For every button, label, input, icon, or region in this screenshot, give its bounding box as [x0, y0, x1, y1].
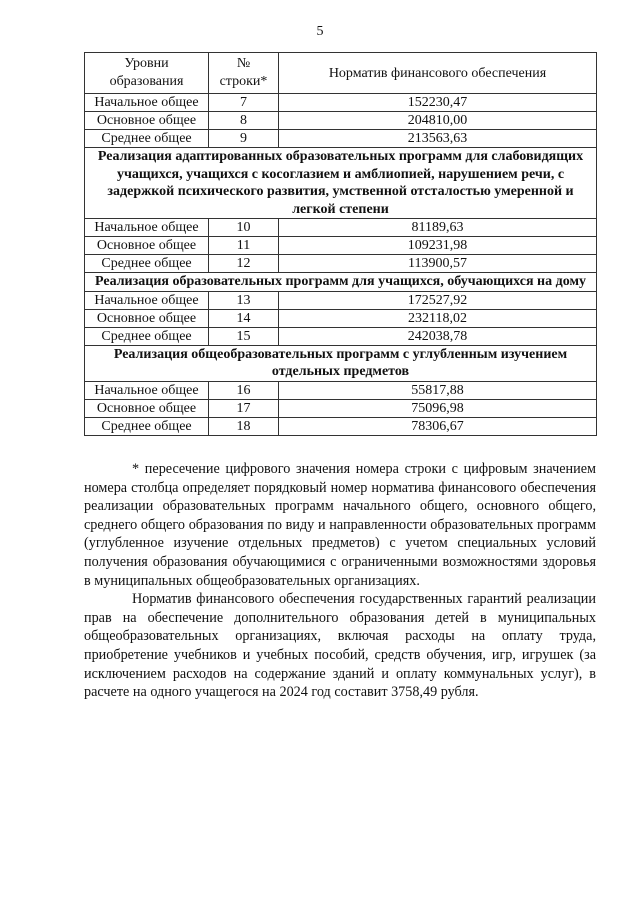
row-number-cell: 8 — [209, 112, 279, 130]
norm-value-cell: 204810,00 — [279, 112, 597, 130]
education-level-cell: Основное общее — [85, 309, 209, 327]
table-row — [85, 291, 597, 309]
education-level-cell: Среднее общее — [85, 255, 209, 273]
section-title-row — [85, 345, 597, 381]
education-level-cell: Начальное общее — [85, 219, 209, 237]
norm-value-cell: 78306,67 — [279, 417, 597, 435]
table-row — [85, 219, 597, 237]
funding-norms-table — [84, 52, 597, 436]
norm-value-cell: 75096,98 — [279, 399, 597, 417]
footnote: * пересечение цифрового значения номера строки с цифровым значением номера столбца определяет порядковый номер норматива финансового обеспечения реализации образовательных программ начального общего, основного общего, среднего общего образования по виду и направленности образовательных программ (углубленное изучение отдельных предметов) с учетом специальных условий получения образования обучающимися с ограниченными возможностями здоровья в муниципальных общеобразовательных организациях. — [84, 461, 596, 589]
header-level: Уровни образования — [85, 53, 209, 94]
row-number-cell: 12 — [209, 255, 279, 273]
education-level-cell: Среднее общее — [85, 417, 209, 435]
table-body — [85, 94, 597, 436]
row-number-cell: 7 — [209, 94, 279, 112]
table-row — [85, 327, 597, 345]
table-row — [85, 255, 597, 273]
row-number-cell: 13 — [209, 291, 279, 309]
section-title-row — [85, 148, 597, 219]
row-number-cell: 17 — [209, 399, 279, 417]
row-number-cell: 15 — [209, 327, 279, 345]
additional-education-paragraph: Норматив финансового обеспечения государственных гарантий реализации прав на обеспечение дополнительного образования детей в муниципальных общеобразовательных организациях, включая расходы на оплату труда, приобретение учебников и учебных пособий, средств обучения, игр, игрушек (за исключением расходов на содержание зданий и оплату коммунальных услуг), в расчете на одного учащегося на 2024 год составит 3758,49 рубля. — [84, 591, 596, 701]
table-row — [85, 130, 597, 148]
table-row — [85, 309, 597, 327]
norm-value-cell: 55817,88 — [279, 381, 597, 399]
norm-value-cell: 232118,02 — [279, 309, 597, 327]
education-level-cell: Начальное общее — [85, 291, 209, 309]
row-number-cell: 10 — [209, 219, 279, 237]
education-level-cell: Начальное общее — [85, 94, 209, 112]
header-norm: Норматив финансового обеспечения — [279, 53, 597, 94]
table-header-row — [85, 53, 597, 94]
table-row — [85, 399, 597, 417]
table-row — [85, 94, 597, 112]
section-title: Реализация образовательных программ для учащихся, обучающихся на дому — [85, 273, 597, 292]
header-number: № строки* — [209, 53, 279, 94]
table-row — [85, 237, 597, 255]
education-level-cell: Основное общее — [85, 399, 209, 417]
norm-value-cell: 242038,78 — [279, 327, 597, 345]
education-level-cell: Среднее общее — [85, 130, 209, 148]
norm-value-cell: 213563,63 — [279, 130, 597, 148]
education-level-cell: Основное общее — [85, 112, 209, 130]
section-title: Реализация адаптированных образовательных программ для слабовидящих учащихся, учащихся с косоглазием и амблиопией, нарушением речи, с задержкой психического развития, умственной отсталостью умеренной и легкой степени — [85, 148, 597, 219]
row-number-cell: 11 — [209, 237, 279, 255]
page-number: 5 — [316, 24, 324, 39]
row-number-cell: 14 — [209, 309, 279, 327]
norm-value-cell: 81189,63 — [279, 219, 597, 237]
norm-value-cell: 109231,98 — [279, 237, 597, 255]
table-row — [85, 112, 597, 130]
norm-value-cell: 152230,47 — [279, 94, 597, 112]
row-number-cell: 16 — [209, 381, 279, 399]
norm-value-cell: 113900,57 — [279, 255, 597, 273]
row-number-cell: 18 — [209, 417, 279, 435]
table-row — [85, 417, 597, 435]
section-title: Реализация общеобразовательных программ с углубленным изучением отдельных предметов — [85, 345, 597, 381]
section-title-row — [85, 273, 597, 292]
education-level-cell: Основное общее — [85, 237, 209, 255]
norm-value-cell: 172527,92 — [279, 291, 597, 309]
education-level-cell: Среднее общее — [85, 327, 209, 345]
education-level-cell: Начальное общее — [85, 381, 209, 399]
row-number-cell: 9 — [209, 130, 279, 148]
table-row — [85, 381, 597, 399]
notes — [84, 460, 596, 702]
